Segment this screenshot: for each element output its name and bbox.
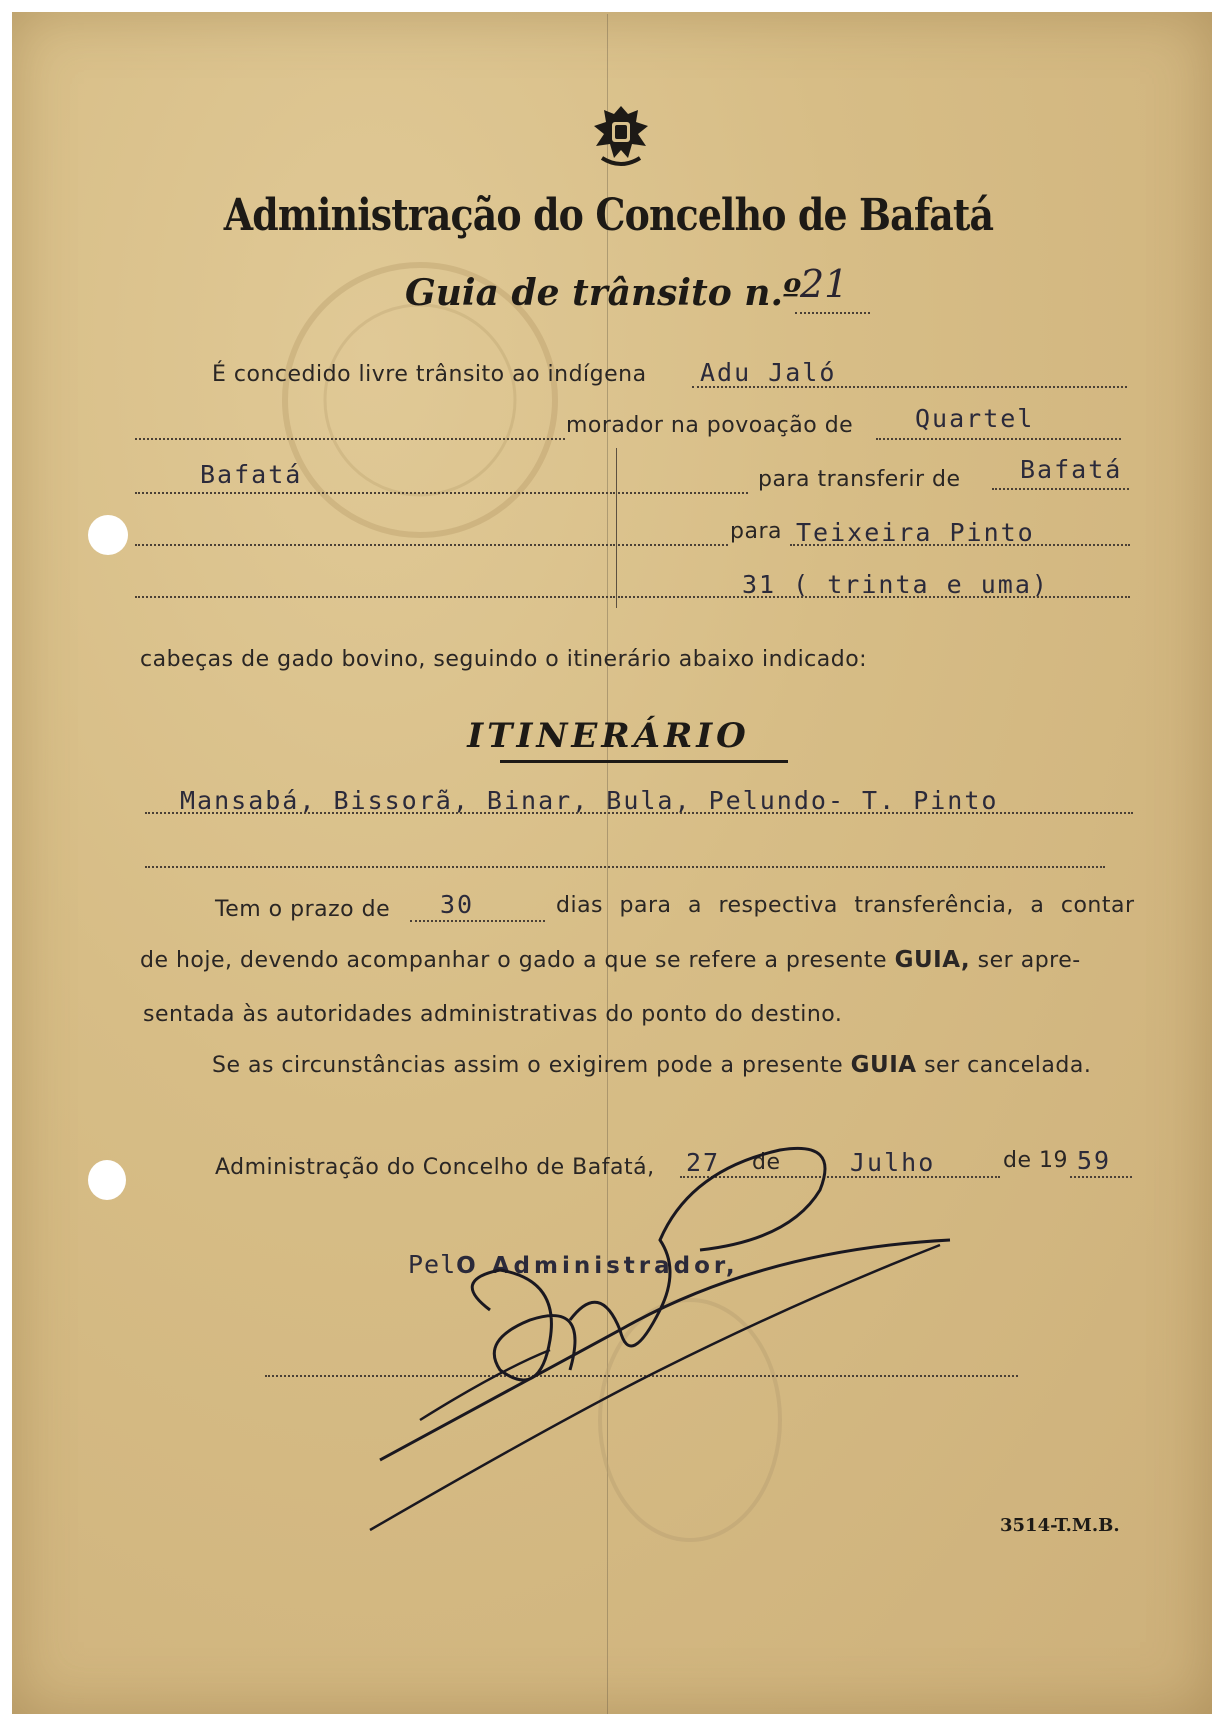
prazo-label: Tem o prazo de	[215, 897, 391, 922]
guia-word-2: GUIA	[850, 1052, 917, 1078]
guia-subtitle: Guia de trânsito n.º	[405, 272, 801, 314]
dias-text: dias para a respectiva transferência, a contar	[556, 893, 1135, 918]
povoacao-label: morador na povoação de	[566, 413, 854, 438]
cattle-count: 31 ( trinta e uma)	[742, 570, 1049, 599]
blank-line	[135, 544, 615, 546]
prazo-line	[410, 920, 545, 922]
transfer-from-value: Bafatá	[1020, 455, 1123, 484]
itinerary-heading: ITINERÁRIO	[467, 716, 750, 756]
itinerary-underline	[500, 760, 788, 763]
year-line	[1070, 1176, 1132, 1178]
transfer-to-value: Teixeira Pinto	[796, 518, 1035, 547]
indigena-name: Adu Jaló	[700, 358, 837, 387]
blank-line	[135, 438, 565, 440]
punch-hole-bottom	[88, 1160, 126, 1200]
date-month: Julho	[850, 1148, 936, 1177]
administrator-label: O Administrador,	[456, 1253, 739, 1279]
transfer-from-line	[992, 488, 1129, 490]
indigena-label: É concedido livre trânsito ao indígena	[212, 362, 647, 387]
itinerary-route: Mansabá, Bissorã, Binar, Bula, Pelundo- T. Pinto	[180, 786, 999, 815]
signature-prefix: Pel	[408, 1250, 457, 1279]
coat-of-arms-emblem	[588, 102, 654, 172]
transfer-to-line	[790, 544, 1130, 546]
column-divider	[616, 448, 617, 608]
terms-line-3: sentada às autoridades administrativas do ponto do destino.	[143, 1002, 843, 1027]
terms-line-4: Se as circunstâncias assim o exigirem pode a presente	[212, 1053, 844, 1078]
punch-hole-top	[88, 515, 128, 555]
povoacao-line-2	[135, 492, 615, 494]
indigena-line	[692, 386, 1127, 388]
povoacao-line	[876, 438, 1121, 440]
povoacao-value-2: Bafatá	[200, 460, 303, 489]
route-line	[145, 812, 1133, 814]
document-title: Administração do Concelho de Bafatá	[223, 190, 994, 241]
guia-number: 21	[800, 262, 849, 306]
route-line-2	[145, 866, 1105, 868]
place-label: Administração do Concelho de Bafatá,	[215, 1155, 655, 1180]
povoacao-value-1: Quartel	[915, 404, 1035, 433]
blank-line	[618, 544, 728, 546]
transfer-from-label: para transferir de	[758, 467, 961, 492]
terms-line-4-end: ser cancelada.	[924, 1053, 1092, 1078]
prazo-value: 30	[440, 890, 475, 919]
handwritten-signature	[360, 1130, 960, 1550]
cattle-text: cabeças de gado bovino, seguindo o itinerário abaixo indicado:	[140, 647, 868, 672]
guia-number-line	[795, 312, 870, 314]
date-de-2: de 19	[1003, 1148, 1068, 1173]
terms-line-2-end: ser apre-	[977, 948, 1081, 973]
transfer-to-label: para	[730, 519, 782, 544]
blank-line	[618, 492, 748, 494]
cattle-count-line	[618, 596, 1130, 598]
print-code: 3514-T.M.B.	[1000, 1515, 1120, 1536]
date-de-1: de	[752, 1150, 781, 1175]
terms-line-2: de hoje, devendo acompanhar o gado a que se refere a presente	[140, 948, 888, 973]
blank-line	[135, 596, 615, 598]
date-year: 59	[1077, 1146, 1112, 1175]
date-day: 27	[686, 1148, 721, 1177]
guia-word: GUIA,	[894, 947, 971, 973]
